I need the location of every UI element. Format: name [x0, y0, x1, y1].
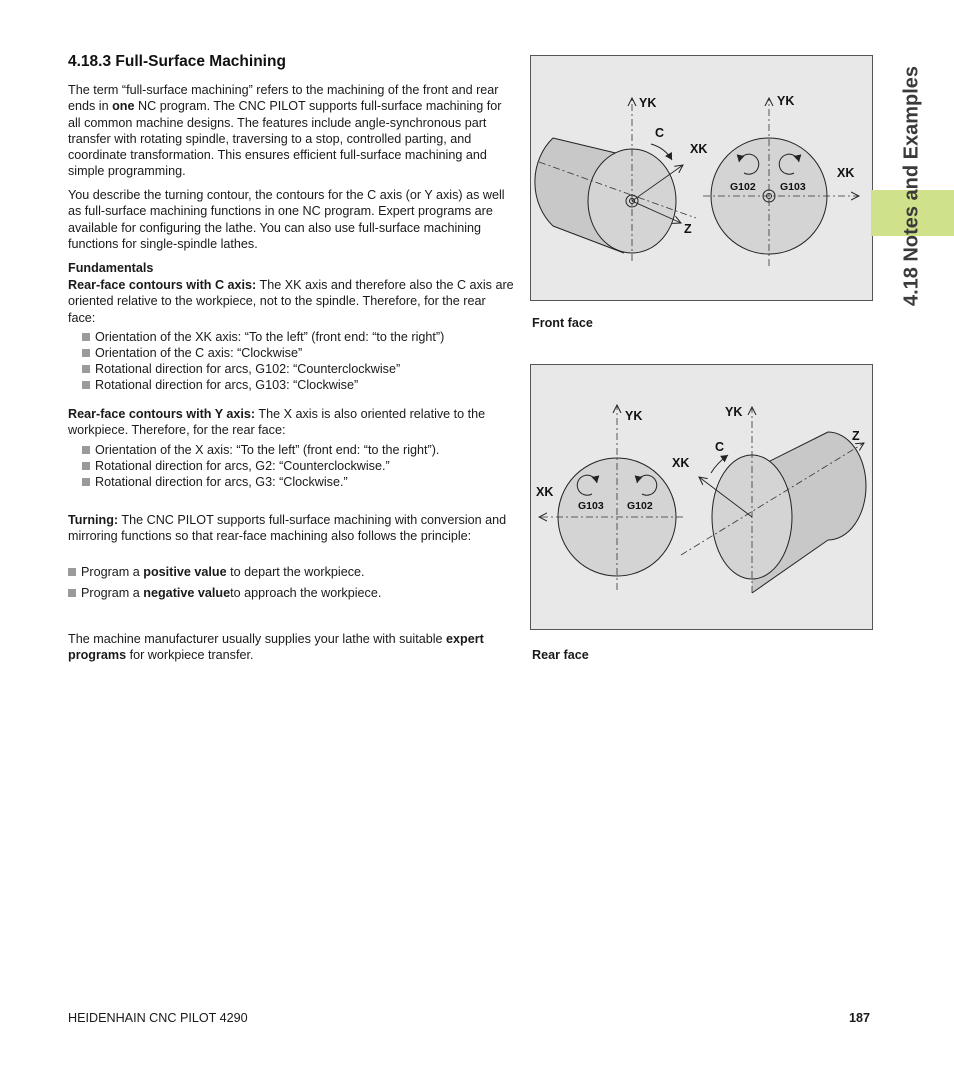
arc-label: G103 [780, 181, 806, 193]
cylinder-workpiece [535, 138, 676, 253]
axis-label: XK [672, 456, 690, 470]
page-number: 187 [849, 1011, 871, 1025]
axis-label: YK [625, 409, 643, 423]
square-bullet-icon [68, 589, 76, 597]
square-bullet-icon [82, 446, 90, 454]
cylinder-workpiece [712, 432, 866, 593]
square-bullet-icon [68, 568, 76, 576]
list-item: Rotational direction for arcs, G3: “Clockwise.” [82, 474, 348, 490]
arc-label: G103 [578, 500, 604, 512]
footer-product-name: HEIDENHAIN CNC PILOT 4290 [68, 1011, 248, 1025]
section-title: 4.18.3 Full-Surface Machining [68, 53, 286, 70]
axis-label: C [715, 440, 725, 454]
c-axis-paragraph: Rear-face contours with C axis: The XK axis and therefore also the C axis are oriented relative to the workpiece, not to the spindle. Therefore, for the rear face: [68, 278, 514, 325]
intro-paragraph-1: The term “full-surface machining” refers to the machining of the front and rear ends in one NC program. The CNC PILOT supports full-surface machining for all common machine designs. The features include angle-synchronous part transfer with rotating spindle, traversing to a stop, controlled parting, and coordinate transformation. This ensures efficient full-surface machining and simple programming. [68, 83, 502, 179]
square-bullet-icon [82, 462, 90, 470]
arc-label: G102 [730, 181, 756, 193]
rear-face-figure [530, 364, 873, 630]
axis-label: XK [837, 166, 855, 180]
square-bullet-icon [82, 333, 90, 341]
square-bullet-icon [82, 365, 90, 373]
list-item: Orientation of the X axis: “To the left” (front end: “to the right”). [82, 442, 439, 458]
figure-caption: Front face [532, 316, 593, 330]
list-item: Rotational direction for arcs, G102: “Counterclockwise” [82, 361, 400, 377]
front-face-figure [530, 55, 873, 301]
axis-label: C [655, 126, 665, 140]
closing-paragraph: The machine manufacturer usually supplies your lathe with suitable expert programs for workpiece transfer. [68, 632, 484, 663]
axis-label: XK [536, 485, 554, 499]
axis-label: Z [852, 429, 860, 443]
list-item: Rotational direction for arcs, G103: “Clockwise” [82, 377, 358, 393]
y-axis-paragraph: Rear-face contours with Y axis: The X axis is also oriented relative to the workpiece. Therefore, for the rear face: [68, 407, 486, 438]
list-item: Program a negative valueto approach the workpiece. [68, 585, 381, 601]
figure-caption: Rear face [532, 648, 589, 662]
axis-label: YK [639, 96, 657, 110]
square-bullet-icon [82, 349, 90, 357]
turning-paragraph: Turning: The CNC PILOT supports full-surface machining with conversion and mirroring functions so that rear-face machining also follows the principle: [68, 513, 507, 544]
list-item: Orientation of the XK axis: “To the left” (front end: “to the right”) [82, 329, 444, 345]
fundamentals-heading: Fundamentals [68, 261, 154, 275]
square-bullet-icon [82, 381, 90, 389]
list-item: Orientation of the C axis: “Clockwise” [82, 345, 302, 361]
front-face-diagram [531, 56, 872, 300]
axis-label: Z [684, 222, 692, 236]
arc-label: G102 [627, 500, 653, 512]
list-item: Rotational direction for arcs, G2: “Counterclockwise.” [82, 458, 390, 474]
intro-paragraph-2: You describe the turning contour, the contours for the C axis (or Y axis) as well as full-surface machining functions in one NC program. Expert programs are available for configuring the lathe. You can also use full-surface machining functions for single-spindle lathes. [68, 188, 505, 251]
axis-label: XK [690, 142, 708, 156]
axis-label: YK [777, 94, 795, 108]
axis-label: YK [725, 405, 743, 419]
square-bullet-icon [82, 478, 90, 486]
rear-face-diagram [531, 365, 872, 629]
list-item: Program a positive value to depart the workpiece. [68, 564, 365, 580]
